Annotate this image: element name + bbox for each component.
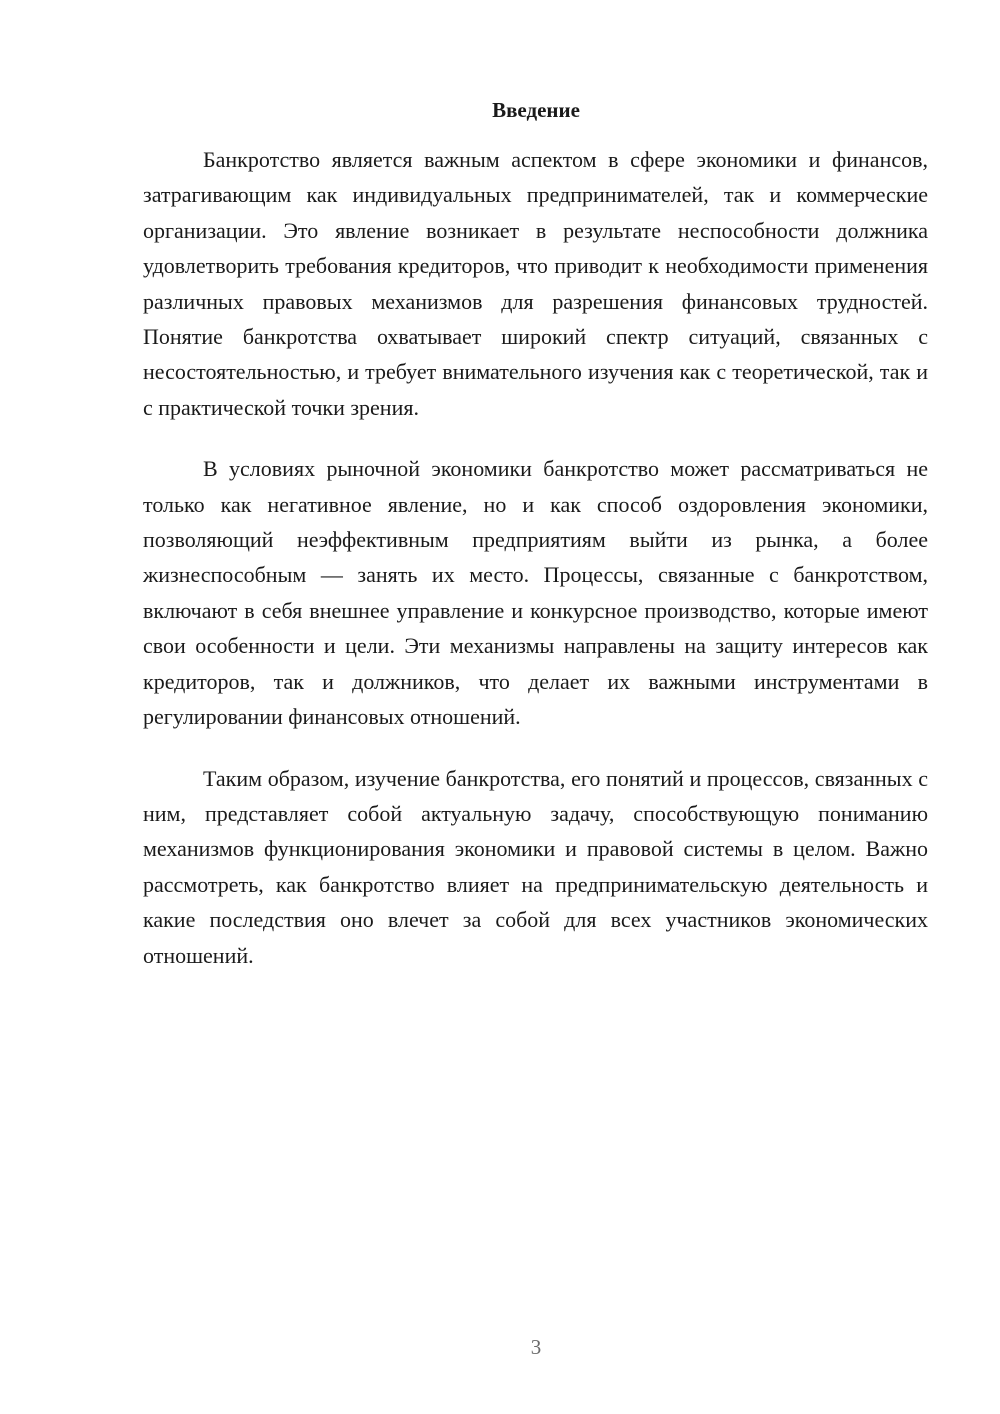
body-text [143,142,928,999]
page-number: 3 [530,1335,542,1359]
paragraph-2: В условиях рыночной экономики банкротство может рассматриваться не только как негативное явление, но и как способ оздоровления экономики, позволяющий неэффективным предприятиям выйти из рынка, а более жизнеспособным — занять их место. Процессы, связанные с банкротством, включают в себя внешнее управление и конкурсное производство, которые имеют свои особенности и цели. Эти механизмы направлены на защиту интересов как кредиторов, так и должников, что делает их важными инструментами в регулировании финансовых отношений. [143,456,928,730]
page-title: Введение [492,98,580,122]
paragraph-1: Банкротство является важным аспектом в сфере экономики и финансов, затрагивающим как индивидуальных предпринимателей, так и коммерческие организации. Это явление возникает в результате неспособности должника удовлетворить требования кредиторов, что приводит к необходимости применения различных правовых механизмов для разрешения финансовых трудностей. Понятие банкротства охватывает широкий спектр ситуаций, связанных с несостоятельностью, и требует внимательного изучения как с теоретической, так и с практической точки зрения. [143,147,928,420]
paragraph-3: Таким образом, изучение банкротства, его понятий и процессов, связанных с ним, представляет собой актуальную задачу, способствующую пониманию механизмов функционирования экономики и правовой системы в целом. Важно рассмотреть, как банкротство влияет на предпринимательскую деятельность и какие последствия оно влечет за собой для всех участников экономических отношений. [143,765,928,968]
